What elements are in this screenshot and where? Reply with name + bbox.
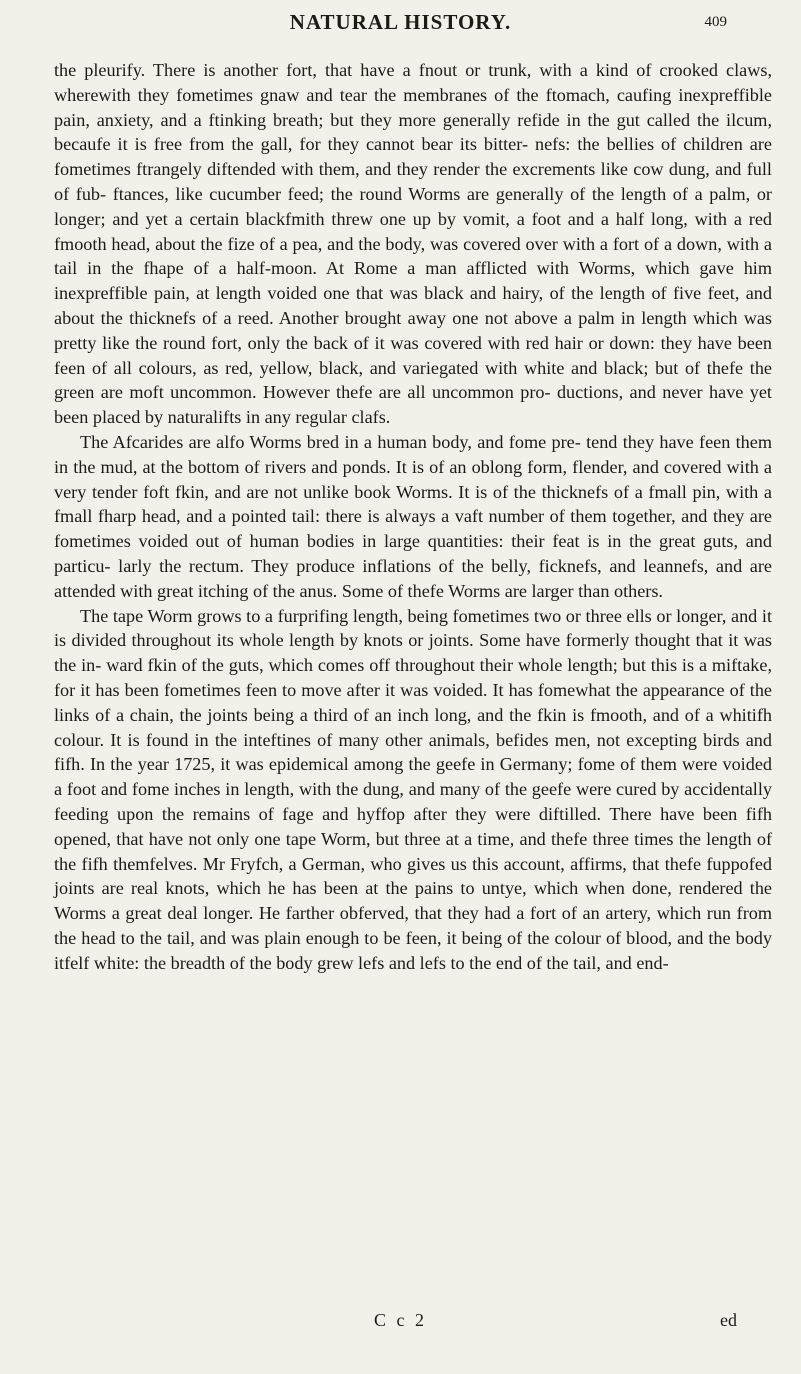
paragraph: The tape Worm grows to a furprifing length, being fometimes two or three ells or longer, and it is divided throughout its whole length by knots or joints. Some have formerly thought that it was the in- ward fkin of the guts, which comes off throughout their whole length; but this is a miftake, for it has been fometimes feen to move after it was voided. It has fomewhat the appearance of the links of a chain, the joints being a third of an inch long, and the fkin is fmooth, and of a whitifh colour. It is found in the inteftines of many other animals, befides men, not excepting birds and fifh. In the year 1725, it was epidemical among the geefe in Germany; fome of them were voided a foot and fome inches in length, with the dung, and many of the geefe were cured by accidentally feeding upon the remains of fage and hyffop after they were diftilled. There have been fifh opened, that have not only one tape Worm, but three at a time, and thefe three times the length of the fifh themfelves. Mr Fryfch, a German, who gives us this account, affirms, that thefe fuppofed joints are real knots, which he has been at the pains to untye, which when done, rendered the Worms a great deal longer. He farther obferved, that they had a fort of an artery, which run from the head to the tail, and was plain enough to be feen, it being of the colour of blood, and the body itfelf white: the breadth of the body grew lefs and lefs to the end of the tail, and end- [54, 605, 772, 973]
signature-mark: C c 2 [374, 1310, 427, 1330]
page-number: 409 [704, 14, 727, 30]
body-text [54, 58, 772, 975]
running-head: NATURAL HISTORY. [289, 10, 512, 34]
paragraph: The Afcarides are alfo Worms bred in a human body, and fome pre- tend they have feen them in the mud, at the bottom of rivers and ponds. It is of an oblong form, flender, and covered with a very tender foft fkin, and are not unlike book Worms. It is of the thicknefs of a fmall pin, with a fmall fharp head, and a pointed tail: there is always a vaft number of them together, and they are fometimes voided out of human bodies in large quantities: their feat is in the great guts, and particu- larly the rectum. They produce inflations of the belly, ficknefs, and leannefs, and are attended with great itching of the anus. Some of thefe Worms are larger than others. [54, 431, 772, 601]
catchword: ed [720, 1310, 737, 1330]
paragraph: the pleurify. There is another fort, that have a fnout or trunk, with a kind of crooked claws, wherewith they fometimes gnaw and tear the membranes of the ftomach, caufing inexpreffible pain, anxiety, and a ftinking breath; but they more generally refide in the gut called the ilcum, becaufe it is free from the gall, for they cannot bear its bitter- nefs: the bellies of children are fometimes ftrangely diftended with them, and they render the excrements like cow dung, and full of fub- ftances, like cucumber feed; the round Worms are generally of the length of a palm, or longer; and yet a certain blackfmith threw one up by vomit, a foot and a half long, with a red fmooth head, about the fize of a pea, and the body, was covered over with a fort of a down, with a tail in the fhape of a half-moon. At Rome a man afflicted with Worms, which gave him inexpreffible pain, at length voided one that was black and hairy, of the length of five feet, and about the thicknefs of a reed. Another brought away one not above a palm in length which was pretty like the round fort, only the back of it was covered with red hair or down: they have been feen of all colours, as red, yellow, black, and variegated with white and black; but of thefe the green are moft uncommon. However thefe are all uncommon pro- ductions, and never have yet been placed by naturalifts in any regular clafs. [54, 60, 772, 428]
